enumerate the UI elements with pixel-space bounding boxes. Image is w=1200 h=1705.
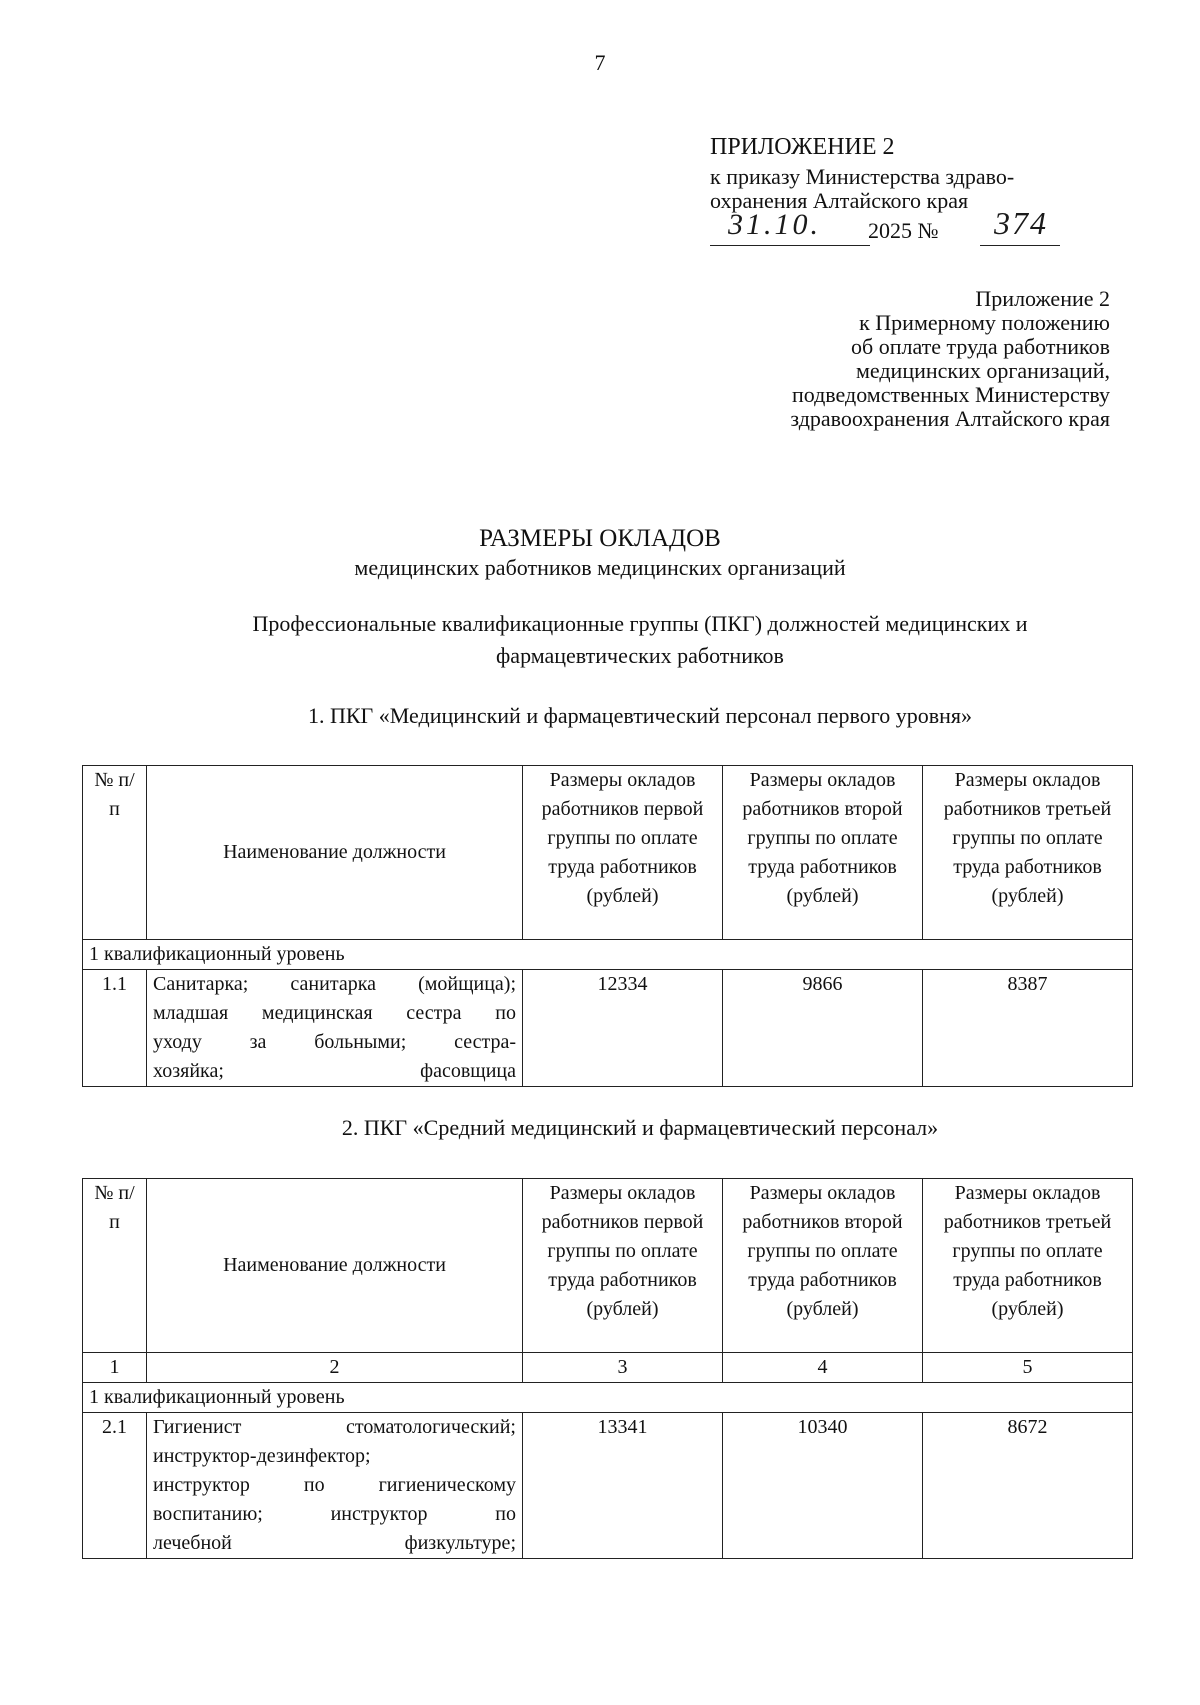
row-salary-group-2: 10340: [723, 1413, 923, 1559]
header-group-3: Размеры окладов работников третьей группы по оплате труда работников (рублей): [923, 766, 1133, 940]
header-num: № п/п: [83, 766, 147, 940]
level-row: [83, 940, 1133, 970]
table-row: [83, 970, 1133, 1087]
row-num: 1.1: [83, 970, 147, 1087]
pkg-heading: [150, 608, 1130, 672]
position-line: уходу за больными; сестра-: [153, 1031, 516, 1053]
page-number: 7: [594, 50, 606, 75]
appendix-2-block: [600, 287, 1110, 431]
pkg-heading-line-2: фармацевтических работников: [496, 643, 784, 668]
appendix-2-line: Приложение 2: [975, 286, 1110, 311]
position-line: хозяйка; фасовщица: [153, 1060, 516, 1082]
appendix-2-line: здравоохранения Алтайского края: [790, 406, 1110, 431]
qualification-level: 1 квалификационный уровень: [83, 1383, 1133, 1413]
section-2-heading: 2. ПКГ «Средний медицинский и фармацевтический персонал»: [341, 1115, 939, 1140]
row-salary-group-2: 9866: [723, 970, 923, 1087]
document-subtitle: медицинских работников медицинских организаций: [354, 555, 846, 580]
column-number: 4: [723, 1353, 923, 1383]
appendix-line-2: охранения Алтайского края: [710, 188, 969, 213]
header-group-1: Размеры окладов работников первой группы по оплате труда работников (рублей): [523, 766, 723, 940]
appendix-2-line: медицинских организаций,: [855, 358, 1110, 383]
order-date-number-line: [710, 205, 1110, 249]
position-line: лечебной физкультуре;: [153, 1532, 516, 1554]
salary-table-2: [82, 1178, 1133, 1559]
position-line: младшая медицинская сестра по: [153, 1002, 516, 1024]
column-number: 1: [83, 1353, 147, 1383]
row-salary-group-1: 13341: [523, 1413, 723, 1559]
header-group-1: Размеры окладов работников первой группы по оплате труда работников (рублей): [523, 1179, 723, 1353]
section-1-heading: 1. ПКГ «Медицинский и фармацевтический персонал первого уровня»: [308, 703, 972, 728]
row-position-name: [147, 970, 523, 1087]
header-group-3: Размеры окладов работников третьей группы по оплате труда работников (рублей): [923, 1179, 1133, 1353]
column-number: 3: [523, 1353, 723, 1383]
header-name: Наименование должности: [147, 766, 523, 940]
document-title: РАЗМЕРЫ ОКЛАДОВ: [479, 525, 721, 552]
header-name: Наименование должности: [147, 1179, 523, 1353]
row-salary-group-1: 12334: [523, 970, 723, 1087]
qualification-level: 1 квалификационный уровень: [83, 940, 1133, 970]
appendix-line-1: к приказу Министерства здраво-: [710, 164, 1015, 189]
appendix-block: [710, 135, 1110, 249]
row-position-name: [147, 1413, 523, 1559]
order-date-field: [710, 208, 870, 246]
handwritten-number: 374: [994, 205, 1048, 241]
appendix-2-line: к Примерному положению: [859, 310, 1110, 335]
position-line: Гигиенист стоматологический;: [153, 1416, 516, 1438]
table-header-row: [83, 1179, 1133, 1353]
appendix-2-line: подведомственных Министерству: [791, 382, 1110, 407]
header-group-2: Размеры окладов работников второй группы по оплате труда работников (рублей): [723, 1179, 923, 1353]
handwritten-date: 31.10.: [728, 208, 821, 241]
table-header-row: [83, 766, 1133, 940]
header-group-2: Размеры окладов работников второй группы по оплате труда работников (рублей): [723, 766, 923, 940]
row-num: 2.1: [83, 1413, 147, 1559]
position-line: инструктор по гигиеническому: [153, 1474, 516, 1496]
order-year-label: 2025 №: [868, 218, 939, 243]
column-number: 5: [923, 1353, 1133, 1383]
position-line: инструктор-дезинфектор;: [153, 1445, 371, 1467]
column-number: 2: [147, 1353, 523, 1383]
appendix-title: ПРИЛОЖЕНИЕ 2: [710, 134, 895, 160]
column-number-row: [83, 1353, 1133, 1383]
row-salary-group-3: 8387: [923, 970, 1133, 1087]
row-salary-group-3: 8672: [923, 1413, 1133, 1559]
position-line: воспитанию; инструктор по: [153, 1503, 516, 1525]
header-num: № п/п: [83, 1179, 147, 1353]
table-row: [83, 1413, 1133, 1559]
level-row: [83, 1383, 1133, 1413]
appendix-2-line: об оплате труда работников: [851, 334, 1110, 359]
pkg-heading-line-1: Профессиональные квалификационные группы (ПКГ) должностей медицинских и: [252, 611, 1028, 636]
salary-table-1: [82, 765, 1133, 1087]
order-number-field: [980, 205, 1060, 246]
position-line: Санитарка; санитарка (мойщица);: [153, 973, 516, 995]
